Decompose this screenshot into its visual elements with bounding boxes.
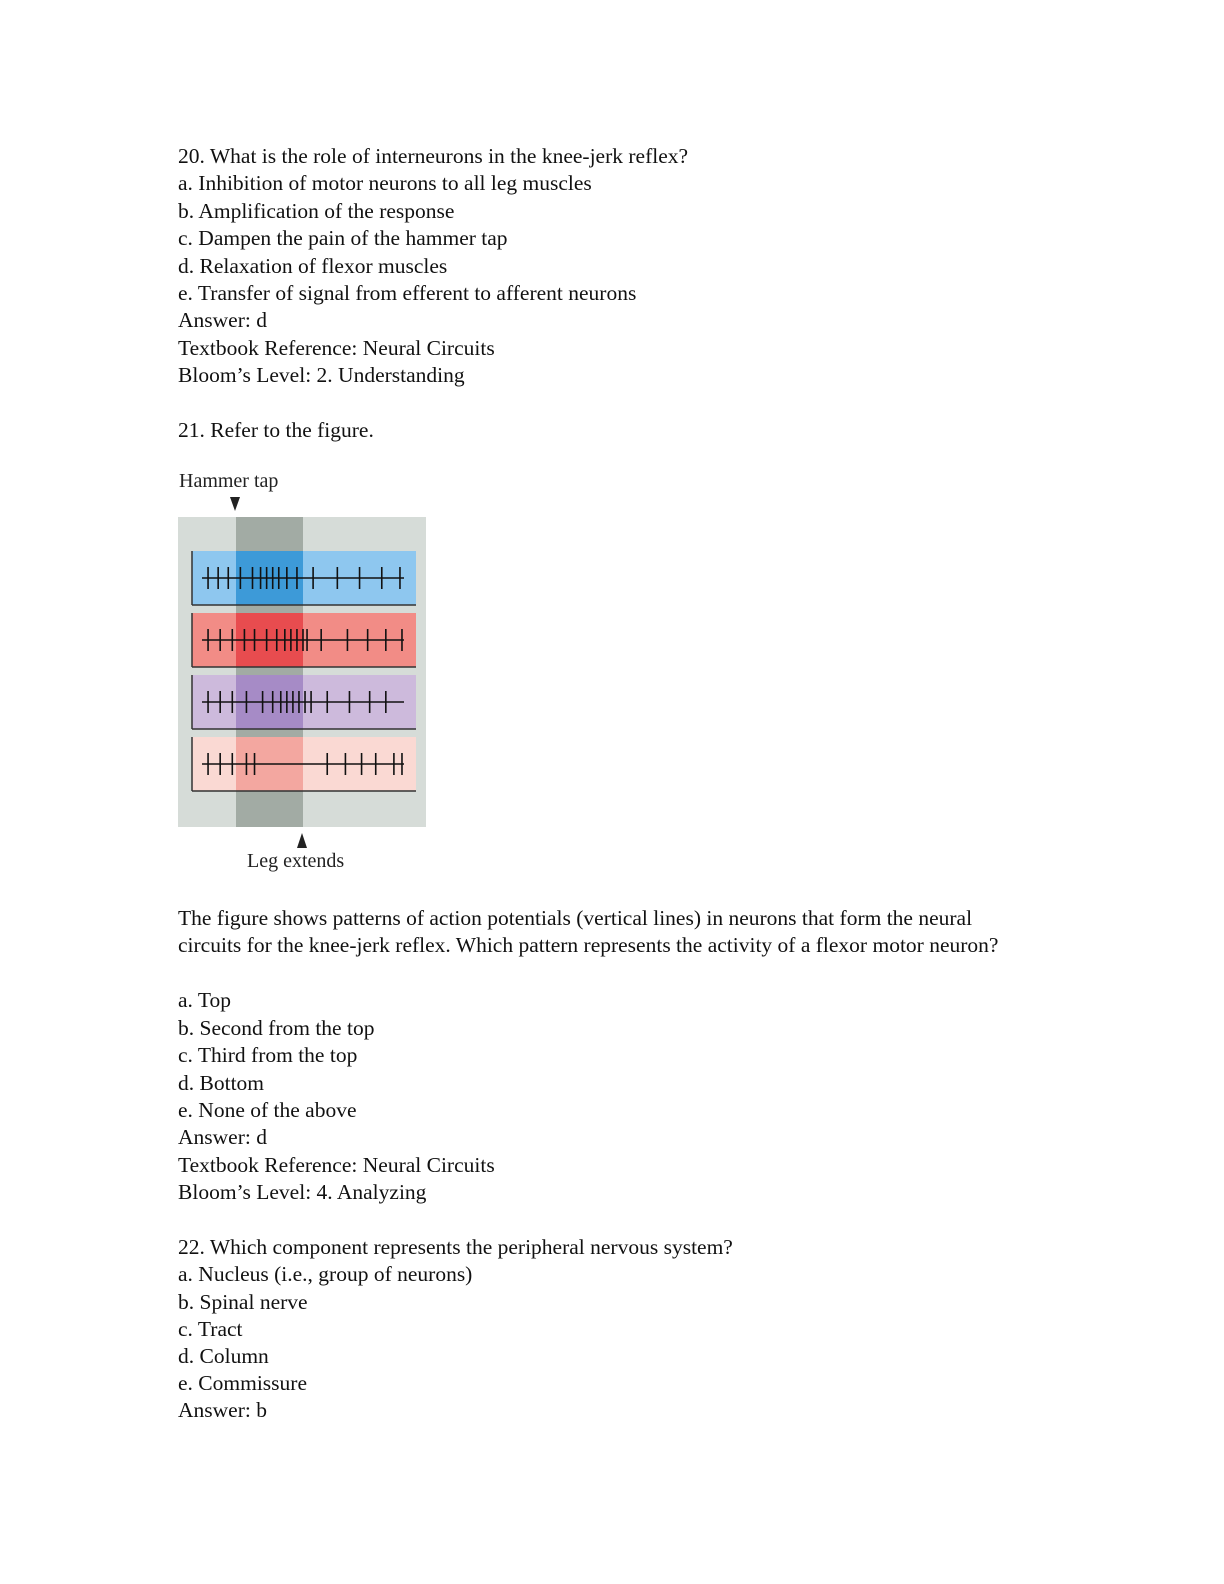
q20-option-d: d. Relaxation of flexor muscles (178, 254, 448, 278)
q20-bloom: Bloom’s Level: 2. Understanding (178, 363, 465, 387)
q20-reference: Textbook Reference: Neural Circuits (178, 336, 495, 360)
leg-extends-arrow (297, 833, 307, 848)
q22-option-b: b. Spinal nerve (178, 1290, 308, 1314)
q22-question: 22. Which component represents the peripheral nervous system? (178, 1235, 733, 1259)
q21-bloom: Bloom’s Level: 4. Analyzing (178, 1180, 427, 1204)
q21-reference: Textbook Reference: Neural Circuits (178, 1153, 495, 1177)
q22-option-c: c. Tract (178, 1317, 243, 1341)
q20-option-e: e. Transfer of signal from efferent to afferent neurons (178, 281, 637, 305)
q20-answer: Answer: d (178, 308, 267, 332)
spike-pattern-figure (178, 467, 428, 877)
q20-question: 20. What is the role of interneurons in the knee-jerk reflex? (178, 144, 689, 168)
q21-answer: Answer: d (178, 1125, 267, 1149)
q20-option-a: a. Inhibition of motor neurons to all leg muscles (178, 171, 592, 195)
figure-bottom-label: Leg extends (247, 850, 345, 872)
q21-option-e: e. None of the above (178, 1098, 357, 1122)
figure-top-label: Hammer tap (179, 470, 279, 492)
q22-option-d: d. Column (178, 1344, 269, 1368)
q22-option-a: a. Nucleus (i.e., group of neurons) (178, 1262, 473, 1286)
q20-option-b: b. Amplification of the response (178, 199, 455, 223)
q21-stem: The figure shows patterns of action potentials (vertical lines) in neurons that form the neural circuits for the knee-jerk reflex. Which pattern represents the activity of a flexor motor neuron? (178, 906, 999, 957)
q22-option-e: e. Commissure (178, 1371, 307, 1395)
q21-option-b: b. Second from the top (178, 1016, 375, 1040)
q22-answer: Answer: b (178, 1398, 267, 1422)
q20-option-c: c. Dampen the pain of the hammer tap (178, 226, 508, 250)
q21-option-d: d. Bottom (178, 1071, 265, 1095)
hammer-tap-arrow (230, 497, 240, 511)
q21-option-a: a. Top (178, 988, 232, 1012)
q21-option-c: c. Third from the top (178, 1043, 358, 1067)
q21-question: 21. Refer to the figure. (178, 418, 374, 442)
